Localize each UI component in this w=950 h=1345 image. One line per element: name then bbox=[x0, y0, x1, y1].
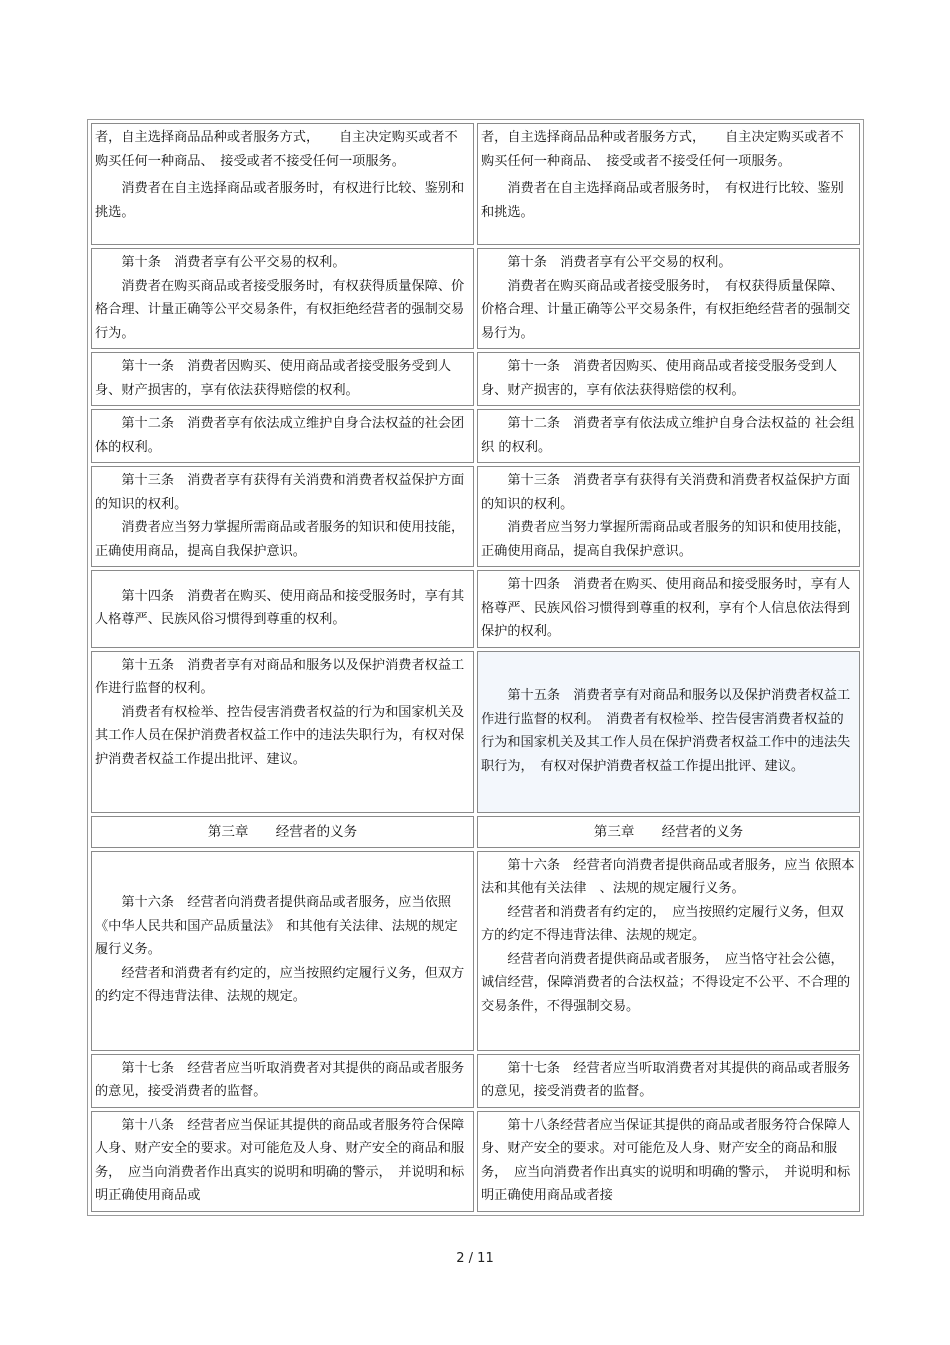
table-row bbox=[91, 123, 860, 245]
page-number: 2 / 11 bbox=[456, 1251, 494, 1266]
new-law-cell bbox=[477, 466, 860, 567]
clause-paragraph: 第十七条 经营者应当听取消费者对其提供的商品或者服务的意见，接受消费者的监督。 bbox=[481, 1060, 851, 1099]
clause-paragraph: 消费者在购买商品或者接受服务时，有权获得质量保障、价格合理、计量正确等公平交易条件，有权拒绝经营者的强制交易行为。 bbox=[95, 278, 465, 341]
old-law-cell bbox=[91, 1111, 474, 1212]
chapter-heading: 第三章 经营者的义务 bbox=[477, 816, 860, 848]
new-law-cell bbox=[477, 851, 860, 1051]
law-comparison-table bbox=[87, 119, 864, 1216]
table-row bbox=[91, 248, 860, 349]
old-law-cell bbox=[91, 851, 474, 1051]
clause-paragraph: 第十五条 消费者享有对商品和服务以及保护消费者权益工作进行监督的权利。 bbox=[95, 657, 465, 696]
clause-paragraph: 消费者应当努力掌握所需商品或者服务的知识和使用技能，正确使用商品，提高自我保护意识。 bbox=[95, 520, 465, 559]
chapter-row bbox=[91, 816, 860, 848]
clause-paragraph: 第十二条 消费者享有依法成立维护自身合法权益的社会团体的权利。 bbox=[95, 416, 465, 455]
clause-paragraph: 第十六条 经营者向消费者提供商品或者服务，应当 依照本法和其他有关法律 、法规的规定履行义务。 bbox=[481, 857, 855, 896]
clause-paragraph: 第十条 消费者享有公平交易的权利。 bbox=[95, 255, 346, 270]
clause-paragraph: 第十四条 消费者在购买、使用商品和接受服务时，享有人格尊严、民族风俗习惯得到尊重的权利，享有个人信息依法得到保护的权利。 bbox=[481, 577, 851, 639]
table-row bbox=[91, 1054, 860, 1108]
table-row bbox=[91, 651, 860, 813]
new-law-cell bbox=[477, 570, 860, 648]
old-law-cell bbox=[91, 570, 474, 648]
clause-paragraph: 经营者和消费者有约定的， 应当按照约定履行义务，但双方的约定不得违背法律、法规的规定。 bbox=[481, 904, 844, 943]
clause-paragraph: 消费者应当努力掌握所需商品或者服务的知识和使用技能，正确使用商品，提高自我保护意识。 bbox=[481, 520, 851, 559]
clause-paragraph: 第十八条经营者应当保证其提供的商品或者服务符合保障人身、财产安全的要求。对可能危及人身、财产安全的商品和服务， 应当向消费者作出真实的说明和明确的警示， 并说明和标明正确使用商品或者接 bbox=[481, 1117, 851, 1203]
clause-paragraph: 第十三条 消费者享有获得有关消费和消费者权益保护方面的知识的权利。 bbox=[95, 473, 465, 512]
new-law-cell bbox=[477, 1054, 860, 1108]
clause-paragraph: 第十四条 消费者在购买、使用商品和接受服务时，享有其人格尊严、民族风俗习惯得到尊重的权利。 bbox=[95, 588, 465, 628]
clause-paragraph: 第十一条 消费者因购买、使用商品或者接受服务受到人身、财产损害的，享有依法获得赔偿的权利。 bbox=[481, 359, 838, 398]
clause-paragraph: 消费者有权检举、控告侵害消费者权益的行为和国家机关及其工作人员在保护消费者权益工作中的违法失职行为，有权对保护消费者权益工作提出批评、建议。 bbox=[95, 704, 465, 767]
old-law-cell bbox=[91, 123, 474, 245]
old-law-cell bbox=[91, 651, 474, 813]
clause-paragraph: 消费者在自主选择商品或者服务时， 有权进行比较、鉴别和挑选。 bbox=[481, 181, 844, 220]
clause-paragraph: 第十七条 经营者应当听取消费者对其提供的商品或者服务的意见，接受消费者的监督。 bbox=[95, 1060, 465, 1099]
new-law-cell bbox=[477, 1111, 860, 1212]
document-page bbox=[87, 119, 864, 1216]
table-row bbox=[91, 1111, 860, 1212]
new-law-cell bbox=[477, 409, 860, 463]
old-law-cell bbox=[91, 248, 474, 349]
chapter-heading: 第三章 经营者的义务 bbox=[91, 816, 474, 848]
table-row bbox=[91, 851, 860, 1051]
new-law-cell bbox=[477, 651, 860, 813]
old-law-cell bbox=[91, 352, 474, 406]
clause-paragraph: 经营者和消费者有约定的，应当按照约定履行义务，但双方的约定不得违背法律、法规的规定。 bbox=[95, 965, 465, 1005]
table-row bbox=[91, 352, 860, 406]
old-law-cell bbox=[91, 409, 474, 463]
clause-paragraph: 第十三条 消费者享有获得有关消费和消费者权益保护方面的知识的权利。 bbox=[481, 473, 851, 512]
clause-paragraph: 者，自主选择商品品种或者服务方式， 自主决定购买或者不购买任何一种商品、 接受或者不接受任何一项服务。 bbox=[95, 130, 458, 169]
table-row bbox=[91, 466, 860, 567]
clause-paragraph: 第十条 消费者享有公平交易的权利。 bbox=[481, 255, 732, 270]
clause-paragraph: 消费者在购买商品或者接受服务时， 有权获得质量保障、价格合理、计量正确等公平交易条件，有权拒绝经营者的强制交易行为。 bbox=[481, 278, 851, 341]
new-law-cell bbox=[477, 352, 860, 406]
clause-paragraph: 第十二条 消费者享有依法成立维护自身合法权益的 社会组织 的权利。 bbox=[481, 416, 855, 455]
old-law-cell bbox=[91, 466, 474, 567]
clause-paragraph: 第十六条 经营者向消费者提供商品或者服务，应当依照《中华人民共和国产品质量法》 和其他有关法律、法规的规定履行义务。 bbox=[95, 895, 458, 958]
clause-paragraph: 第十八条 经营者应当保证其提供的商品或者服务符合保障人身、财产安全的要求。对可能危及人身、财产安全的商品和服务， 应当向消费者作出真实的说明和明确的警示， 并说明和标明正确使用商品或 bbox=[95, 1117, 465, 1203]
clause-paragraph: 第十五条 消费者享有对商品和服务以及保护消费者权益工作进行监督的权利。 消费者有权检举、控告侵害消费者权益的行为和国家机关及其工作人员在保护消费者权益工作中的违法失职行为， 有权对保护消费者权益工作提出批评、建议。 bbox=[481, 688, 851, 774]
table-row bbox=[91, 409, 860, 463]
new-law-cell bbox=[477, 248, 860, 349]
clause-paragraph: 第十一条 消费者因购买、使用商品或者接受服务受到人身、财产损害的，享有依法获得赔偿的权利。 bbox=[95, 359, 452, 398]
new-law-cell bbox=[477, 123, 860, 245]
clause-paragraph: 消费者在自主选择商品或者服务时，有权进行比较、鉴别和挑选。 bbox=[95, 181, 465, 220]
clause-paragraph: 者，自主选择商品品种或者服务方式， 自主决定购买或者不购买任何一种商品、 接受或者不接受任何一项服务。 bbox=[481, 130, 844, 169]
clause-paragraph: 经营者向消费者提供商品或者服务， 应当恪守社会公德，诚信经营，保障消费者的合法权益；不得设定不公平、不合理的交易条件，不得强制交易。 bbox=[481, 951, 851, 1014]
old-law-cell bbox=[91, 1054, 474, 1108]
table-row bbox=[91, 570, 860, 648]
